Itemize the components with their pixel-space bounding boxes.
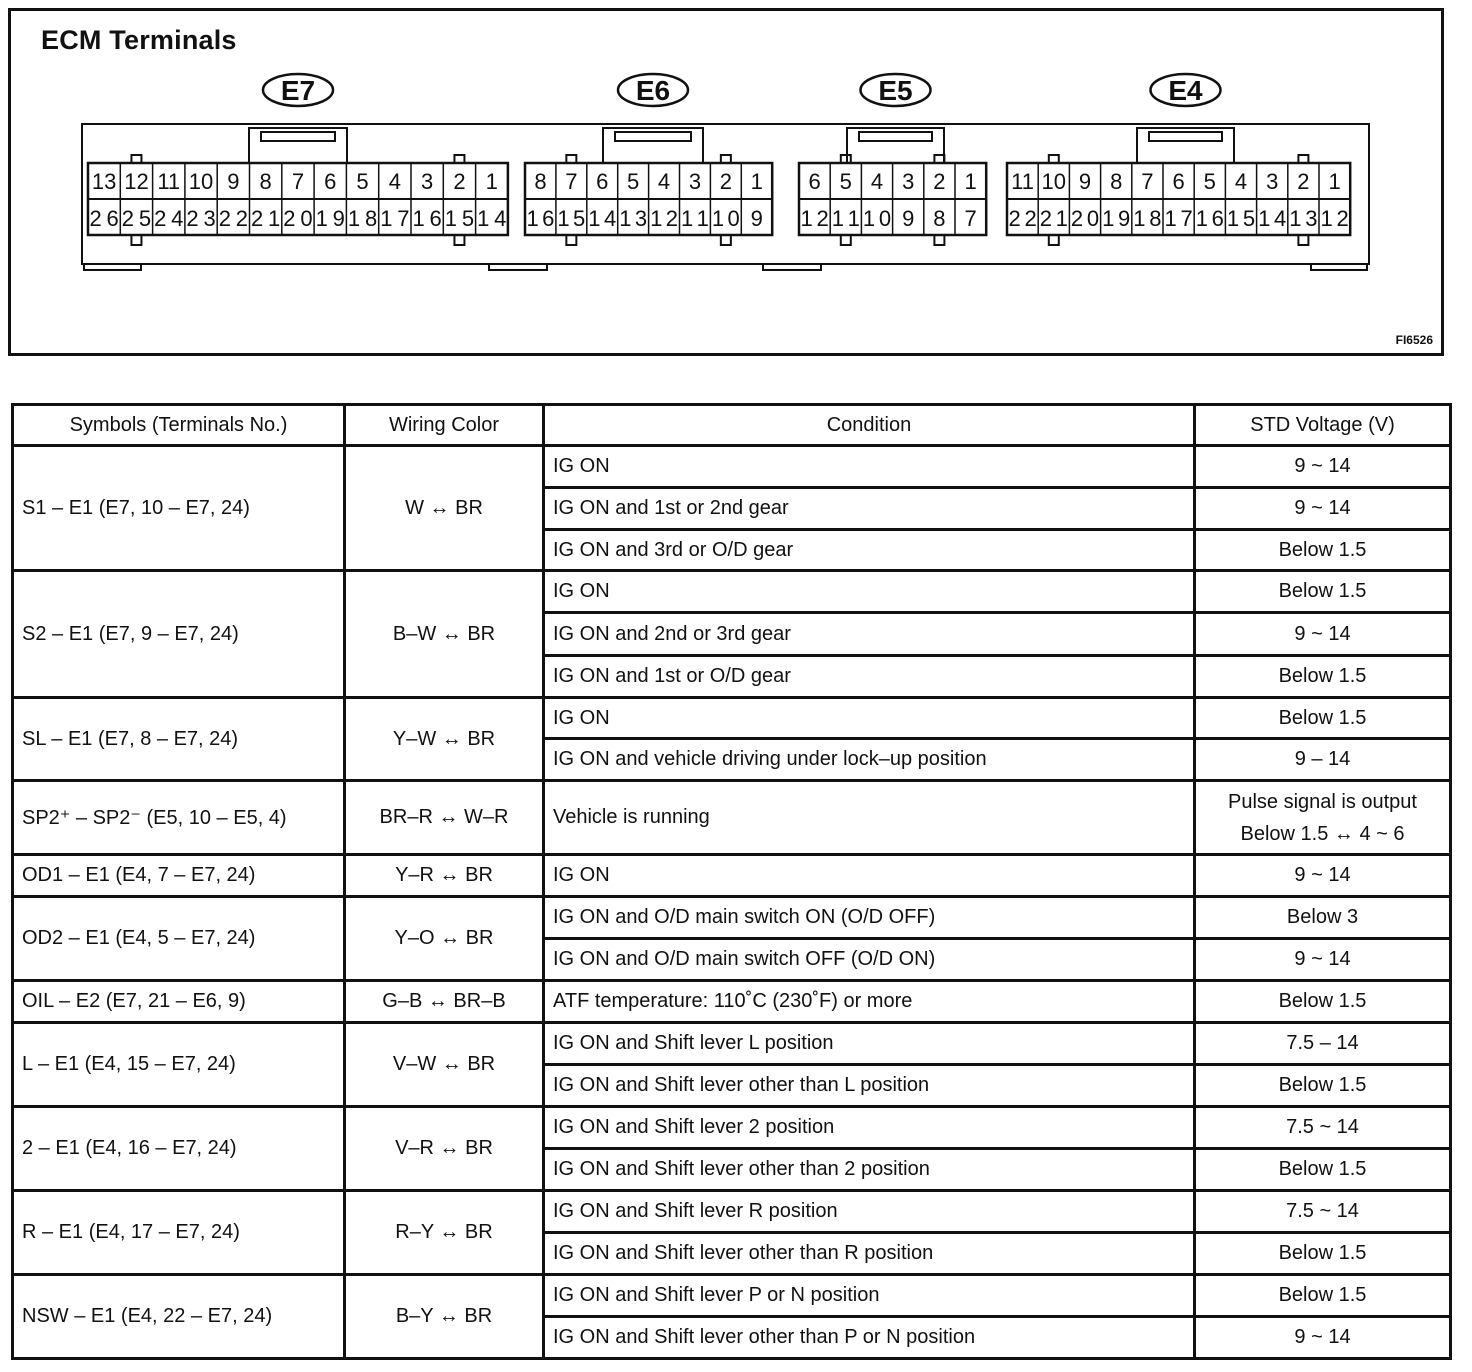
pin-number: 3 xyxy=(421,169,434,194)
pin-number: 12 xyxy=(1320,206,1349,231)
table-row xyxy=(13,698,1451,739)
condition-cell: IG ON and Shift lever other than L position xyxy=(544,1065,1195,1107)
pin-number: 6 xyxy=(1172,169,1185,194)
pin-number: 21 xyxy=(1039,206,1068,231)
header-std-voltage: STD Voltage (V) xyxy=(1195,405,1451,446)
voltage-cell: Below 1.5 xyxy=(1195,981,1451,1023)
condition-cell: Vehicle is running xyxy=(544,781,1195,855)
pin-number: 10 xyxy=(862,206,892,231)
voltage-cell: 9 ~ 14 xyxy=(1195,613,1451,656)
header-wiring-color: Wiring Color xyxy=(345,405,544,446)
pin-number: 16 xyxy=(412,206,442,231)
header-symbols: Symbols (Terminals No.) xyxy=(13,405,345,446)
voltage-cell: Below 1.5 xyxy=(1195,698,1451,739)
voltage-cell: Below 1.5 xyxy=(1195,1065,1451,1107)
pin-number: 5 xyxy=(1203,169,1216,194)
symbol-cell: S2 – E1 (E7, 9 – E7, 24) xyxy=(13,571,345,698)
condition-cell: IG ON and Shift lever other than P or N position xyxy=(544,1317,1195,1359)
pin-number: 7 xyxy=(964,206,977,231)
pin-number: 3 xyxy=(902,169,915,194)
pin-number: 17 xyxy=(380,206,410,231)
condition-cell: IG ON and O/D main switch ON (O/D OFF) xyxy=(544,897,1195,939)
terminal-spec-table xyxy=(11,403,1452,1360)
pin-number: 7 xyxy=(291,169,305,194)
pin-number: 14 xyxy=(588,206,617,231)
symbol-cell: OIL – E2 (E7, 21 – E6, 9) xyxy=(13,981,345,1023)
housing-tab xyxy=(84,264,141,270)
pin-number: 15 xyxy=(557,206,586,231)
pin-number: 1 xyxy=(750,169,763,194)
figure-code: FI6526 xyxy=(1395,333,1433,347)
symbol-cell: 2 – E1 (E4, 16 – E7, 24) xyxy=(13,1107,345,1191)
table-row xyxy=(13,571,1451,613)
pin-number: 11 xyxy=(157,169,181,194)
pin-key xyxy=(721,235,731,245)
wiring-color-cell: B–Y ↔ BR xyxy=(345,1275,544,1359)
pin-number: 6 xyxy=(808,169,821,194)
condition-cell: IG ON xyxy=(544,698,1195,739)
pin-number: 14 xyxy=(1258,206,1287,231)
wiring-color-cell: B–W ↔ BR xyxy=(345,571,544,698)
connector-label: E4 xyxy=(1168,75,1203,106)
pin-number: 1 xyxy=(1328,169,1341,194)
pin-number: 2 xyxy=(933,169,946,194)
connector-label: E6 xyxy=(635,75,671,106)
pin-number: 15 xyxy=(444,206,475,231)
table-body xyxy=(13,446,1451,1359)
pin-number: 4 xyxy=(1234,169,1248,194)
table-row xyxy=(13,1191,1451,1233)
pin-number: 13 xyxy=(1289,206,1318,231)
condition-cell: IG ON and 1st or O/D gear xyxy=(544,656,1195,698)
pin-key xyxy=(1049,235,1059,245)
connector-drawing xyxy=(11,11,1441,353)
latch-slot xyxy=(859,132,932,141)
pin-number: 26 xyxy=(89,206,119,231)
condition-cell: IG ON and O/D main switch OFF (O/D ON) xyxy=(544,939,1195,981)
table-row xyxy=(13,446,1451,488)
wiring-color-cell: Y–R ↔ BR xyxy=(345,855,544,897)
pin-number: 22 xyxy=(218,206,249,231)
voltage-cell: 9 ~ 14 xyxy=(1195,855,1451,897)
voltage-cell: 7.5 ~ 14 xyxy=(1195,1191,1451,1233)
pin-number: 12 xyxy=(650,206,678,231)
voltage-cell: Below 3 xyxy=(1195,897,1451,939)
symbol-cell: S1 – E1 (E7, 10 – E7, 24) xyxy=(13,446,345,571)
voltage-cell: 9 ~ 14 xyxy=(1195,488,1451,530)
wiring-color-cell: Y–O ↔ BR xyxy=(345,897,544,981)
pin-number: 10 xyxy=(1041,169,1067,194)
pin-key xyxy=(131,235,141,245)
table-row xyxy=(13,1023,1451,1065)
pin-number: 8 xyxy=(259,169,272,194)
table-row xyxy=(13,981,1451,1023)
pin-number: 6 xyxy=(324,169,337,194)
condition-cell: ATF temperature: 110˚C (230˚F) or more xyxy=(544,981,1195,1023)
pin-number: 8 xyxy=(933,206,946,231)
symbol-cell: OD1 – E1 (E4, 7 – E7, 24) xyxy=(13,855,345,897)
pin-number: 5 xyxy=(627,169,640,194)
pin-number: 11 xyxy=(1011,169,1035,194)
symbol-cell: OD2 – E1 (E4, 5 – E7, 24) xyxy=(13,897,345,981)
wiring-color-cell: G–B ↔ BR–B xyxy=(345,981,544,1023)
table-row xyxy=(13,897,1451,939)
table-row xyxy=(13,1107,1451,1149)
pin-number: 12 xyxy=(124,169,149,194)
pin-number: 21 xyxy=(251,206,281,231)
pin-number: 23 xyxy=(186,206,216,231)
condition-cell: IG ON xyxy=(544,571,1195,613)
pin-number: 14 xyxy=(477,206,507,231)
pin-number: 2 xyxy=(1297,169,1310,194)
pin-number: 19 xyxy=(315,206,345,231)
pin-number: 10 xyxy=(188,169,214,194)
condition-cell: IG ON and Shift lever other than R position xyxy=(544,1233,1195,1275)
table-row xyxy=(13,855,1451,897)
condition-cell: IG ON and 2nd or 3rd gear xyxy=(544,613,1195,656)
voltage-cell: 9 ~ 14 xyxy=(1195,1317,1451,1359)
connector-latch xyxy=(1137,128,1234,163)
wiring-color-cell: V–R ↔ BR xyxy=(345,1107,544,1191)
pin-number: 3 xyxy=(688,169,702,194)
pin-number: 10 xyxy=(711,206,740,231)
voltage-cell: Below 1.5 xyxy=(1195,1233,1451,1275)
voltage-cell: Below 1.5 xyxy=(1195,1275,1451,1317)
pin-number: 16 xyxy=(526,206,555,231)
pin-number: 6 xyxy=(596,169,609,194)
latch-slot xyxy=(615,132,691,141)
voltage-cell: 7.5 – 14 xyxy=(1195,1023,1451,1065)
connector-label: E5 xyxy=(878,75,913,106)
condition-cell: IG ON xyxy=(544,446,1195,488)
symbol-cell: NSW – E1 (E4, 22 – E7, 24) xyxy=(13,1275,345,1359)
condition-cell: IG ON and Shift lever other than 2 position xyxy=(544,1149,1195,1191)
condition-cell: IG ON and 3rd or O/D gear xyxy=(544,530,1195,571)
pin-number: 9 xyxy=(750,206,763,231)
condition-cell: IG ON and Shift lever 2 position xyxy=(544,1107,1195,1149)
pin-number: 4 xyxy=(657,169,671,194)
table-row xyxy=(13,781,1451,855)
pin-number: 5 xyxy=(356,169,369,194)
symbol-cell: SL – E1 (E7, 8 – E7, 24) xyxy=(13,698,345,781)
wiring-color-cell: W ↔ BR xyxy=(345,446,544,571)
pin-number: 2 xyxy=(453,169,466,194)
pin-key xyxy=(934,235,944,245)
pin-key xyxy=(1298,235,1308,245)
voltage-cell: 9 – 14 xyxy=(1195,739,1451,781)
pin-number: 7 xyxy=(1141,169,1154,194)
pin-key xyxy=(566,235,576,245)
table-header-row xyxy=(13,405,1451,446)
voltage-cell xyxy=(1195,781,1451,855)
pin-key xyxy=(841,235,851,245)
housing-tab xyxy=(489,264,547,270)
symbol-cell: R – E1 (E4, 17 – E7, 24) xyxy=(13,1191,345,1275)
wiring-color-cell: R–Y ↔ BR xyxy=(345,1191,544,1275)
pin-number: 5 xyxy=(839,169,852,194)
pin-number: 8 xyxy=(534,169,547,194)
connector-housing xyxy=(82,124,1369,264)
pin-number: 15 xyxy=(1226,206,1256,231)
pin-number: 1 xyxy=(964,169,977,194)
voltage-cell: Below 1.5 xyxy=(1195,1149,1451,1191)
latch-slot xyxy=(261,132,335,141)
pin-number: 13 xyxy=(619,206,648,231)
header-condition: Condition xyxy=(544,405,1195,446)
symbol-cell: SP2⁺ – SP2⁻ (E5, 10 – E5, 4) xyxy=(13,781,345,855)
table-row xyxy=(13,1275,1451,1317)
condition-cell: IG ON and Shift lever P or N position xyxy=(544,1275,1195,1317)
pin-key xyxy=(454,235,464,245)
voltage-cell: 9 ~ 14 xyxy=(1195,446,1451,488)
pin-number: 8 xyxy=(1110,169,1123,194)
pin-number: 13 xyxy=(91,169,117,194)
pin-number: 12 xyxy=(800,206,829,231)
voltage-line: Pulse signal is output xyxy=(1227,790,1417,813)
pin-number: 17 xyxy=(1164,206,1193,231)
condition-cell: IG ON and 1st or 2nd gear xyxy=(544,488,1195,530)
pin-number: 18 xyxy=(347,206,378,231)
pin-number: 11 xyxy=(681,206,709,231)
housing-tab xyxy=(763,264,821,270)
pin-number: 11 xyxy=(831,206,860,231)
connector-latch xyxy=(249,128,347,163)
pin-number: 19 xyxy=(1102,206,1131,231)
condition-cell: IG ON and Shift lever R position xyxy=(544,1191,1195,1233)
housing-tab xyxy=(1311,264,1367,270)
ecm-terminals-diagram xyxy=(8,8,1444,356)
pin-number: 2 xyxy=(719,169,732,194)
voltage-cell: 9 ~ 14 xyxy=(1195,939,1451,981)
condition-cell: IG ON and vehicle driving under lock–up position xyxy=(544,739,1195,781)
voltage-cell: Below 1.5 xyxy=(1195,656,1451,698)
pin-number: 1 xyxy=(485,169,498,194)
voltage-line: Below 1.5 ↔ 4 ~ 6 xyxy=(1240,822,1405,845)
condition-cell: IG ON xyxy=(544,855,1195,897)
pin-number: 16 xyxy=(1195,206,1224,231)
symbol-cell: L – E1 (E4, 15 – E7, 24) xyxy=(13,1023,345,1107)
voltage-cell: Below 1.5 xyxy=(1195,571,1451,613)
pin-number: 20 xyxy=(1070,206,1100,231)
wiring-color-cell: BR–R ↔ W–R xyxy=(345,781,544,855)
connector-label: E7 xyxy=(280,75,316,106)
condition-cell: IG ON and Shift lever L position xyxy=(544,1023,1195,1065)
diagram-title: ECM Terminals xyxy=(41,25,237,55)
pin-number: 4 xyxy=(388,169,401,194)
pin-number: 3 xyxy=(1266,169,1279,194)
connector-latch xyxy=(603,128,703,163)
voltage-cell: Below 1.5 xyxy=(1195,530,1451,571)
pin-number: 20 xyxy=(283,206,313,231)
pin-number: 18 xyxy=(1133,206,1162,231)
pin-number: 9 xyxy=(902,206,915,231)
pin-number: 7 xyxy=(565,169,578,194)
pin-number: 9 xyxy=(227,169,240,194)
pin-number: 4 xyxy=(870,169,884,194)
wiring-color-cell: Y–W ↔ BR xyxy=(345,698,544,781)
pin-number: 24 xyxy=(154,206,184,231)
pin-number: 22 xyxy=(1008,206,1037,231)
pin-number: 9 xyxy=(1078,169,1092,194)
latch-slot xyxy=(1149,132,1222,141)
connector-latch xyxy=(847,128,944,163)
pin-number: 25 xyxy=(121,206,152,231)
voltage-cell: 7.5 ~ 14 xyxy=(1195,1107,1451,1149)
wiring-color-cell: V–W ↔ BR xyxy=(345,1023,544,1107)
